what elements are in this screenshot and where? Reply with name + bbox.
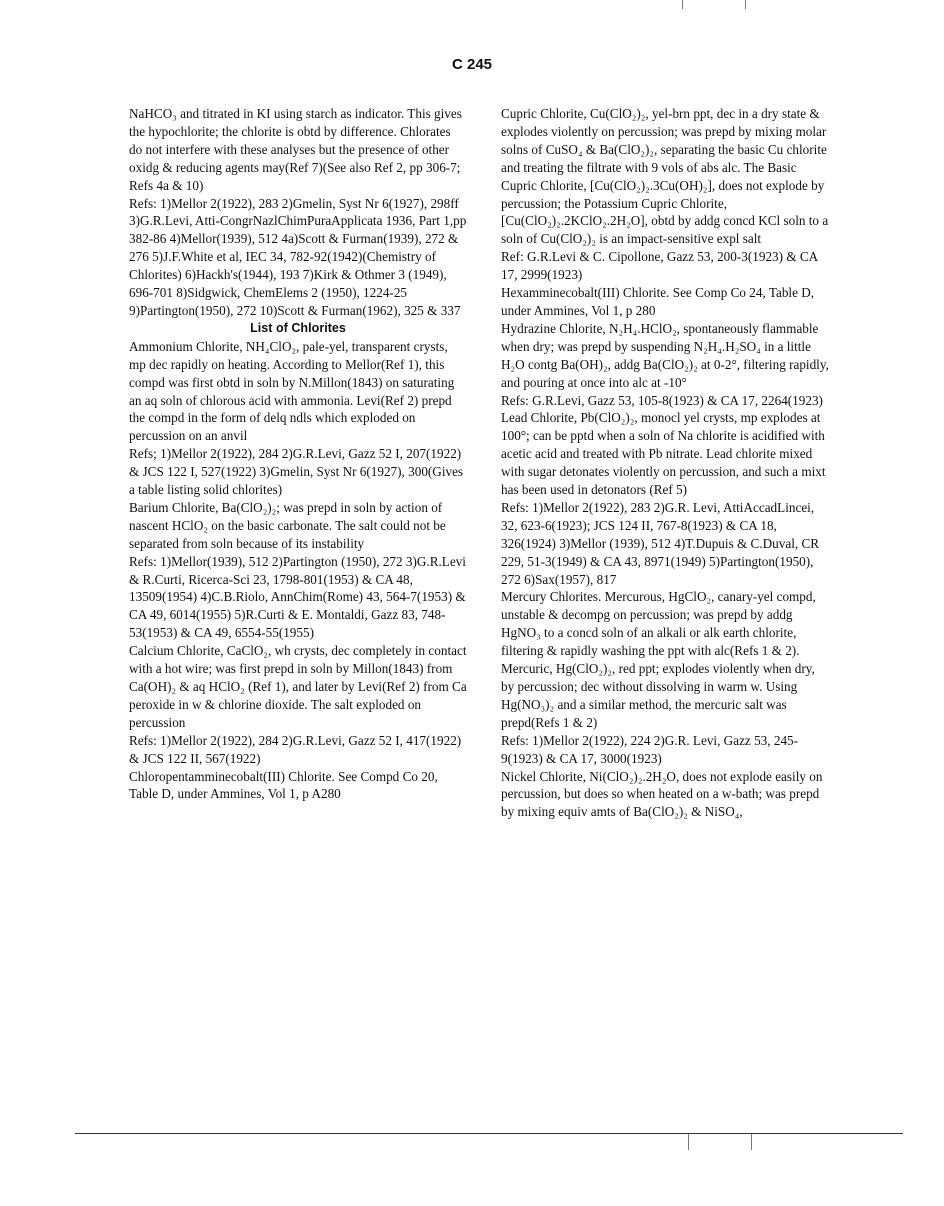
references-lead: Refs: 1)Mellor 2(1922), 283 2)G.R. Levi, AttiAccadLincei, 32, 623-6(1923); JCS 124 II, 767-8(1923) & CA 18, 326(1924) 3)Mellor (1939), 512 4)T.Dupuis & C.Duval, CR 229, 51-3(1949) & CA 43, 8971(1949) 5)Partington(1950), 272 6)Sax(1957), 817 (501, 499, 820, 587)
footer-rule (75, 1133, 903, 1134)
references-calcium: Refs: 1)Mellor 2(1922), 284 2)G.R.Levi, Gazz 52 I, 417(1922) & JCS 122 II, 567(1922) (129, 732, 462, 766)
entry-calcium-chlorite: Calcium Chlorite, CaClO₂, wh crysts, dec completely in contact with a hot wire; was first prepd in soln by Millon(1843) from Ca(OH)₂ & aq HClO₂ (Ref 1), and later by Levi(Ref 2) from Ca peroxide in w & chlorine dioxide. The salt exploded on percussion (129, 643, 467, 730)
references-general: Refs: 1)Mellor 2(1922), 283 2)Gmelin, Syst Nr 6(1927), 298ff 3)G.R.Levi, Atti-CongrNazlChimPuraApplicata 1936, Part 1,pp 382-86 4)Mellor(1939), 512 4a)Scott & Furman(1939), 272 & 276 5)J.F.White et al, IEC 34, 782-92(1942)(Chemistry of Chlorites) 6)Hackh's(1944), 193 7)Kirk & Othmer 3 (1949), 696-701 8)Sidgwick, ChemElems 2 (1950), 1224-25 9)Partington(1950), 272 10)Scott & Furman(1962), 325 & 337 (129, 195, 467, 318)
section-heading: List of Chlorites (250, 320, 346, 335)
references-mercury: Refs: 1)Mellor 2(1922), 224 2)G.R. Levi, Gazz 53, 245-9(1923) & CA 17, 3000(1923) (501, 732, 799, 766)
entry-mercury-chlorites: Mercury Chlorites. Mercurous, HgClO₂, canary-yel compd, unstable & decompg on percussion; was prepd by addg HgNO₃ to a concd soln of an alkali or alk earth chlorite, filtering & rapidly washing the ppt with alc(Refs 1 & 2). Mercuric, Hg(ClO₂)₂, red ppt; explodes violently when dry, by percussion; dec without dissolving in warm w. Using Hg(NO₃)₂ and a similar method, the mercuric salt was prepd(Refs 1 & 2) (501, 589, 816, 730)
left-column (129, 105, 467, 803)
entry-nickel-chlorite: Nickel Chlorite, Ni(ClO₂)₂.2H₂O, does not explode easily on percussion, but does so when heated on a w-bath; was prepd by mixing equiv amts of Ba(ClO₂)₂ & NiSO₄, (501, 768, 823, 820)
top-tick-mark-2 (745, 0, 746, 9)
entry-hexamminecobalt-chlorite: Hexamminecobalt(III) Chlorite. See Comp Co 24, Table D, under Ammines, Vol 1, p 280 (501, 285, 815, 318)
entry-cupric-chlorite: Cupric Chlorite, Cu(ClO₂)₂, yel-brn ppt, dec in a dry state & explodes violently on percussion; was prepd by mixing molar solns of CuSO₄ & Ba(ClO₂)₂, separating the basic Cu chlorite and treating the filtrate with 9 vols of abs alc. The Basic Cupric Chlorite, [Cu(ClO₂)₂.3Cu(OH)₂], does not explode by percussion; the Potassium Cupric Chlorite, [Cu(ClO₂)₂.2KClO₂.2H₂O], obtd by addg concd KCl soln to a soln of Cu(ClO₂)₂ is an impact-sensitive expl salt (501, 106, 829, 247)
top-tick-mark (682, 0, 683, 9)
right-column (501, 105, 831, 821)
references-hydrazine: Refs: G.R.Levi, Gazz 53, 105-8(1923) & CA 17, 2264(1923) (501, 392, 823, 408)
references-cupric: Ref: G.R.Levi & C. Cipollone, Gazz 53, 200-3(1923) & CA 17, 2999(1923) (501, 249, 818, 283)
entry-hydrazine-chlorite: Hydrazine Chlorite, N₂H₄.HClO₂, spontaneously flammable when dry; was prepd by suspending N₂H₄.H₂SO₄ in a little H₂O contg Ba(OH)₂, addg Ba(ClO₂)₂ at 0-2°, filtering rapidly, and pouring at once into alc at -10° (501, 320, 829, 390)
bottom-tick-mark (688, 1134, 689, 1150)
entry-barium-chlorite: Barium Chlorite, Ba(ClO₂)₂; was prepd in soln by action of nascent HClO₂ on the basic carbonate. The salt could not be separated from soln because of its instability (129, 499, 446, 551)
paragraph-analysis: NaHCO₃ and titrated in KI using starch as indicator. This gives the hypochlorite; the chlorite is obtd by difference. Chlorates do not interfere with these analyses but the presence of other oxidg & reducing agents may(Ref 7)(See also Ref 2, pp 306-7; Refs 4a & 10) (129, 106, 462, 193)
references-ammonium: Refs; 1)Mellor 2(1922), 284 2)G.R.Levi, Gazz 52 I, 207(1922) & JCS 122 I, 527(1922) 3)Gmelin, Syst Nr 6(1927), 300(Gives a table listing solid chlorites) (129, 446, 464, 498)
entry-ammonium-chlorite: Ammonium Chlorite, NH₄ClO₂, pale-yel, transparent crysts, mp dec rapidly on heating. According to Mellor(Ref 1), this compd was first obtd in soln by N.Millon(1843) on saturating an aq soln of chlorous acid with ammonia. Levi(Ref 2) prepd the compd in the form of delq ndls which exploded on percussion on an anvil (129, 338, 455, 444)
entry-chloropentamminecobalt-chlorite: Chloropentamminecobalt(III) Chlorite. See Compd Co 20, Table D, under Ammines, Vol 1, p A280 (129, 768, 438, 802)
bottom-tick-mark-2 (751, 1134, 752, 1150)
page-number: C 245 (451, 56, 493, 73)
entry-lead-chlorite: Lead Chlorite, Pb(ClO₂)₂, monocl yel crysts, mp explodes at 100°; can be pptd when a soln of Na chlorite is acidified with acetic acid and treated with Pb nitrate. Lead chlorite mixed with sugar detonates violently on percussion, and such a mixt has been used in detonators (Ref 5) (501, 410, 826, 498)
references-barium: Refs: 1)Mellor(1939), 512 2)Partington (1950), 272 3)G.R.Levi & R.Curti, Ricerca-Sci 23, 1798-801(1953) & CA 48, 13509(1954) 4)C.B.Riolo, AnnChim(Rome) 43, 564-7(1953) & CA 49, 6014(1955) 5)R.Curti & E. Montaldi, Gazz 83, 748-53(1953) & CA 49, 6554-55(1955) (129, 553, 466, 641)
